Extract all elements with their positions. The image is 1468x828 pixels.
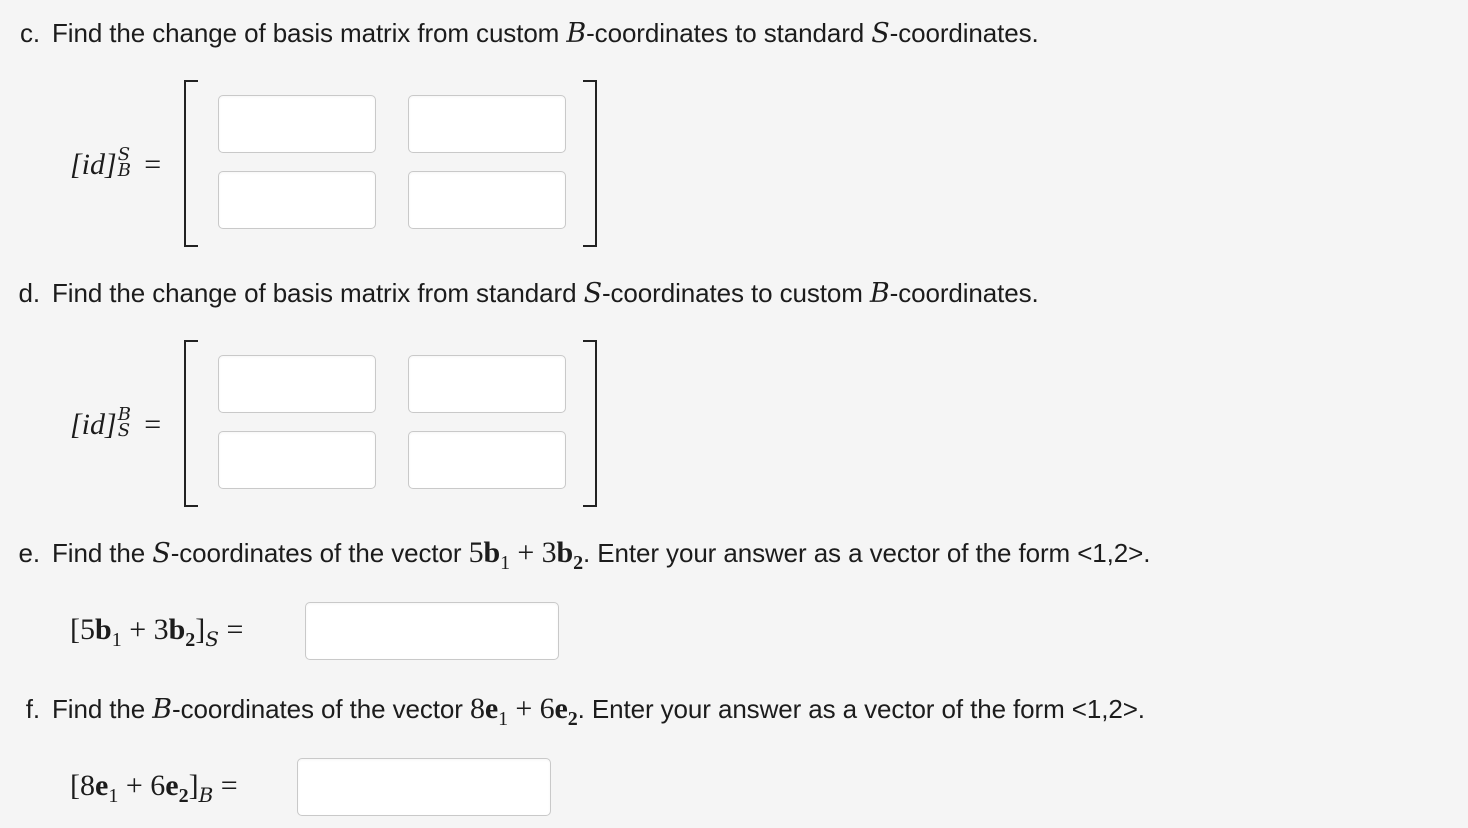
index-1: 1 [498,708,508,730]
label-subscript-b: B [198,783,214,807]
question-c-text-3: -coordinates. [889,18,1039,48]
question-e-text-3: . Enter your answer as a vector of the form <1,2>. [583,538,1151,568]
index-2: 2 [573,552,584,574]
question-e-letter: e. [18,538,40,568]
open-bracket: [ [70,613,80,646]
vector-e: e [484,692,499,725]
index-2: 2 [567,708,578,730]
matrix-c-cell-2-2[interactable] [408,171,566,229]
close-bracket: ] [195,613,206,646]
close-bracket: ] [188,769,199,802]
question-d-prompt [0,278,1039,309]
question-e-text-2: -coordinates of the vector [170,538,469,568]
matrix-c-right-bracket [583,80,597,247]
matrix-d-label-sub: S [117,420,131,441]
index-2: 2 [178,785,189,807]
index-1: 1 [108,785,119,807]
matrix-d-label-scripts [117,404,137,442]
basis-b-symbol: B [566,18,587,49]
question-c-text-2: -coordinates to standard [586,18,872,48]
question-d-text-3: -coordinates. [889,278,1039,308]
coef-1: 5 [468,536,484,569]
plus-sign: + [125,769,143,802]
matrix-c-cell-2-1[interactable] [218,171,376,229]
answer-e-input[interactable] [305,602,559,660]
question-f-text-1: Find the [52,694,153,724]
vector-e: e [554,692,568,725]
question-f-text-2: -coordinates of the vector [172,694,470,724]
plus-sign: + [129,613,147,646]
matrix-d-left-bracket [184,340,198,507]
matrix-d-label [70,404,162,442]
matrix-d-cell-1-2[interactable] [408,355,566,413]
vector-e: e [165,769,179,802]
coef-2: 6 [539,692,555,725]
basis-b-symbol: B [869,278,890,309]
vector-b: b [556,536,574,569]
equals-sign: = [226,613,244,646]
vector-b: b [168,613,186,646]
matrix-c-label-base: [id] [70,148,117,181]
equals-sign: = [220,769,238,802]
coef-1: 8 [469,692,485,725]
coef-1: 5 [80,613,95,646]
question-f-prompt [0,692,1145,730]
answer-f-input[interactable] [297,758,551,816]
plus-sign: + [515,692,533,725]
question-e-text-1: Find the [52,538,153,568]
question-f-text-3: . Enter your answer as a vector of the form <1,2>. [577,694,1145,724]
matrix-c-cell-1-2[interactable] [408,95,566,153]
index-1: 1 [500,552,510,574]
vector-e: e [95,769,109,802]
matrix-d-cell-1-1[interactable] [218,355,376,413]
matrix-d-label-sup: B [117,404,131,425]
coef-2: 6 [150,769,166,802]
question-d-text-2: -coordinates to custom [601,278,870,308]
vector-expression-f [469,692,578,730]
question-d-text-1: Find the change of basis matrix from standard [52,278,584,308]
matrix-c-left-bracket [184,80,198,247]
matrix-c-label [70,144,162,182]
coef-1: 8 [80,769,95,802]
matrix-c-cell-1-1[interactable] [218,95,376,153]
plus-sign: + [517,536,535,569]
basis-b-symbol: B [152,694,173,725]
matrix-c-equals: = [144,148,162,181]
question-e-prompt [0,536,1151,574]
question-d-letter: d. [18,278,40,308]
basis-s-symbol: S [152,538,171,569]
vector-expression-e [468,536,584,574]
index-2: 2 [185,629,196,651]
matrix-d-cell-2-2[interactable] [408,431,566,489]
matrix-c-label-scripts [117,144,137,182]
matrix-c-label-sup: S [117,144,131,165]
matrix-d-label-base: [id] [70,408,117,441]
coef-2: 3 [541,536,557,569]
label-subscript-s: S [205,627,219,651]
vector-b: b [95,613,112,646]
matrix-d-cell-2-1[interactable] [218,431,376,489]
question-c-letter: c. [19,18,40,48]
index-1: 1 [111,629,122,651]
question-f-letter: f. [25,694,40,724]
matrix-d-equals: = [144,408,162,441]
answer-f-label [70,769,238,806]
matrix-d-right-bracket [583,340,597,507]
basis-s-symbol: S [583,278,602,309]
question-c-text-1: Find the change of basis matrix from custom [52,18,567,48]
coef-2: 3 [153,613,169,646]
vector-b: b [483,536,501,569]
open-bracket: [ [70,769,80,802]
question-c-prompt [0,18,1039,49]
matrix-c-label-sub: B [117,160,131,181]
answer-e-label [70,613,243,650]
basis-s-symbol: S [871,18,890,49]
